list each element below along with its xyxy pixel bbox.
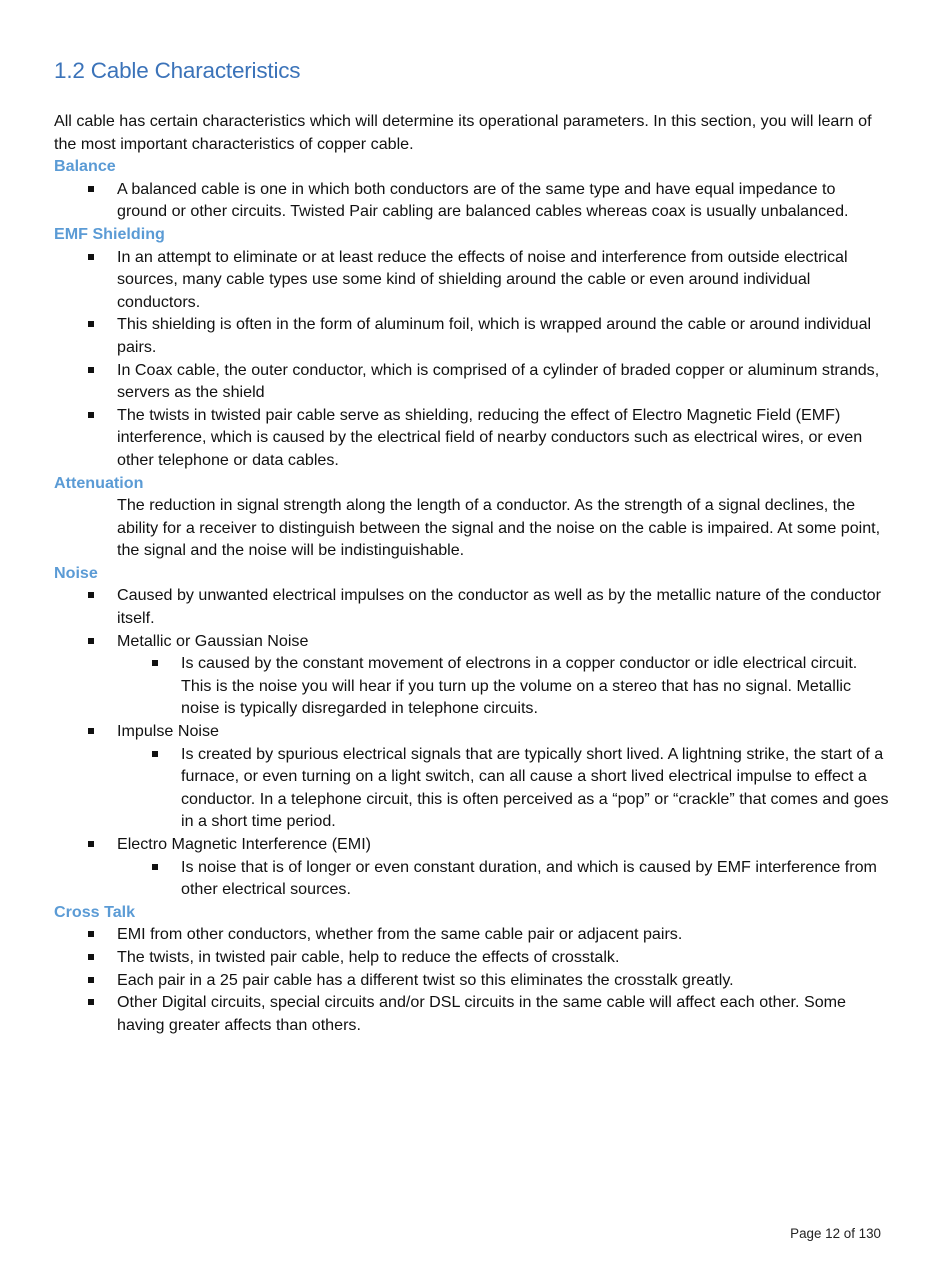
list-item: Is noise that is of longer or even constant duration, and which is caused by EMF interference from other electrical sources. bbox=[54, 856, 890, 901]
list-item: The twists, in twisted pair cable, help to reduce the effects of crosstalk. bbox=[54, 946, 890, 969]
square-bullet-icon bbox=[88, 954, 94, 960]
square-bullet-icon bbox=[152, 660, 158, 666]
list-item: Is caused by the constant movement of electrons in a copper conductor or idle electrical circuit. This is the noise you will hear if you turn up the volume on a stereo that has no signal. Metallic noise is typically disregarded in telephone circuits. bbox=[54, 652, 890, 720]
list-item: In an attempt to eliminate or at least reduce the effects of noise and interference from outside electrical sources, many cable types use some kind of shielding around the cable or even around individual conductors. bbox=[54, 246, 890, 314]
emf-list bbox=[54, 246, 890, 472]
square-bullet-icon bbox=[88, 977, 94, 983]
list-item: Caused by unwanted electrical impulses on the conductor as well as by the metallic nature of the conductor itself. bbox=[54, 584, 890, 629]
balance-list bbox=[54, 178, 890, 223]
section-body bbox=[54, 110, 890, 1036]
list-item: Electro Magnetic Interference (EMI) bbox=[54, 833, 890, 856]
heading-attenuation: Attenuation bbox=[54, 473, 144, 492]
attenuation-paragraph: The reduction in signal strength along the length of a conductor. As the strength of a signal declines, the ability for a receiver to distinguish between the signal and the noise on the cable is impaired. At some point, the signal and the noise will be indistinguishable. bbox=[117, 496, 881, 560]
square-bullet-icon bbox=[88, 412, 94, 418]
crosstalk-list bbox=[54, 923, 890, 1036]
list-item: EMI from other conductors, whether from the same cable pair or adjacent pairs. bbox=[54, 923, 890, 946]
heading-noise: Noise bbox=[54, 563, 98, 582]
square-bullet-icon bbox=[88, 321, 94, 327]
impulse-noise-sublist bbox=[54, 743, 890, 833]
heading-emf-shielding: EMF Shielding bbox=[54, 224, 165, 243]
noise-list bbox=[54, 584, 890, 652]
list-item: Other Digital circuits, special circuits and/or DSL circuits in the same cable will affect each other. Some having greater affects than others. bbox=[54, 991, 890, 1036]
square-bullet-icon bbox=[88, 254, 94, 260]
square-bullet-icon bbox=[152, 751, 158, 757]
emi-sublist bbox=[54, 856, 890, 901]
square-bullet-icon bbox=[88, 592, 94, 598]
square-bullet-icon bbox=[88, 841, 94, 847]
section-title: 1.2 Cable Characteristics bbox=[54, 58, 301, 83]
square-bullet-icon bbox=[88, 638, 94, 644]
list-item: Metallic or Gaussian Noise bbox=[54, 630, 890, 653]
list-item: Is created by spurious electrical signals that are typically short lived. A lightning strike, the start of a furnace, or even turning on a light switch, can all cause a short lived electrical impulse to effect a conductor. In a telephone circuit, this is often perceived as a “pop” or “crackle” that comes and goes in a short time period. bbox=[54, 743, 890, 833]
page-number: Page 12 of 130 bbox=[790, 1226, 881, 1241]
list-item: The twists in twisted pair cable serve as shielding, reducing the effect of Electro Magnetic Field (EMF) interference, which is caused by the electrical field of nearby conductors such as electrical wires, or even other telephone or data cables. bbox=[54, 404, 890, 472]
square-bullet-icon bbox=[88, 999, 94, 1005]
metallic-noise-sublist bbox=[54, 652, 890, 720]
heading-balance: Balance bbox=[54, 157, 116, 176]
list-item: Each pair in a 25 pair cable has a different twist so this eliminates the crosstalk greatly. bbox=[54, 969, 890, 992]
intro-paragraph: All cable has certain characteristics which will determine its operational parameters. In this section, you will learn of the most important characteristics of copper cable. bbox=[54, 112, 872, 153]
square-bullet-icon bbox=[88, 931, 94, 937]
heading-cross-talk: Cross Talk bbox=[54, 902, 136, 921]
noise-list-emi bbox=[54, 833, 890, 856]
noise-list-impulse bbox=[54, 720, 890, 743]
square-bullet-icon bbox=[152, 864, 158, 870]
square-bullet-icon bbox=[88, 367, 94, 373]
list-item: A balanced cable is one in which both conductors are of the same type and have equal impedance to ground or other circuits. Twisted Pair cabling are balanced cables whereas coax is usually unbalanced. bbox=[54, 178, 890, 223]
list-item: This shielding is often in the form of aluminum foil, which is wrapped around the cable or around individual pairs. bbox=[54, 313, 890, 358]
square-bullet-icon bbox=[88, 728, 94, 734]
list-item: Impulse Noise bbox=[54, 720, 890, 743]
list-item: In Coax cable, the outer conductor, which is comprised of a cylinder of braded copper or aluminum strands, servers as the shield bbox=[54, 359, 890, 404]
square-bullet-icon bbox=[88, 186, 94, 192]
